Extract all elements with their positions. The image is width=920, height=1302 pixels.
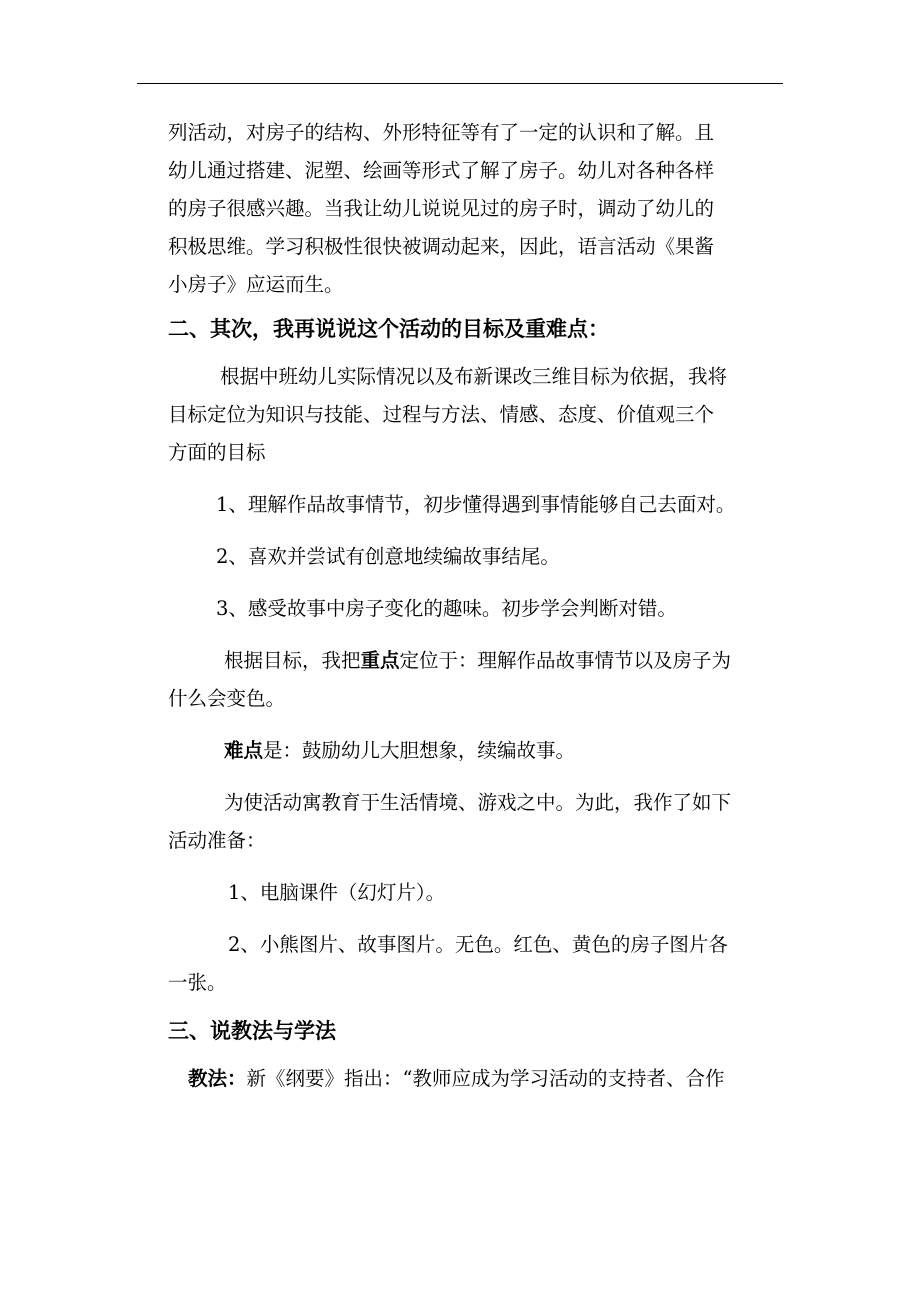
prep-item-1: 1、电脑课件（幻灯片）。: [228, 881, 446, 904]
intro-paragraph: [168, 114, 784, 304]
key-point-label: 重点: [360, 649, 400, 672]
difficulty-paragraph: [168, 732, 784, 770]
header-rule: [137, 83, 783, 84]
text-line: 方面的目标: [168, 441, 266, 464]
key-point-paragraph: [168, 642, 784, 718]
text-line: 目标定位为知识与技能、过程与方法、情感、态度、价值观三个: [168, 403, 715, 426]
document-body: [168, 114, 784, 1098]
text-line: 活动准备：: [168, 829, 266, 852]
goal-item-2: 2、喜欢并尝试有创意地续编故事结尾。: [216, 545, 560, 568]
teaching-method-label: 教法：: [188, 1067, 247, 1090]
text-line: 根据中班幼儿实际情况以及布新课改三维目标为依据，我将: [220, 365, 728, 388]
section-heading-3: 三、说教法与学法: [168, 1018, 336, 1043]
text-line: 为使活动寓教育于生活情境、游戏之中。为此，我作了如下: [224, 791, 732, 814]
goals-intro-paragraph: [168, 358, 784, 472]
text-line: 什么会变色。: [168, 687, 286, 710]
teaching-method-paragraph: [168, 1060, 784, 1098]
key-point-prefix: 根据目标，我把: [224, 649, 361, 672]
key-point-suffix: 定位于：理解作品故事情节以及房子为: [399, 649, 732, 672]
text-line: 幼儿通过搭建、泥塑、绘画等形式了解了房子。幼儿对各种各样: [168, 159, 715, 182]
preparation-paragraph: [168, 784, 784, 860]
goal-item-3: 3、感受故事中房子变化的趣味。初步学会判断对错。: [216, 597, 677, 620]
text-line: [168, 642, 784, 680]
section-heading-2: 二、其次，我再说说这个活动的目标及重难点：: [168, 316, 609, 341]
goal-item-1: 1、理解作品故事情节，初步懂得遇到事情能够自己去面对。: [216, 493, 736, 516]
prep-item-2: [168, 926, 784, 1002]
difficulty-label: 难点: [224, 739, 264, 762]
difficulty-text: 是：鼓励幼儿大胆想象，续编故事。: [263, 739, 576, 762]
text-line: 小房子》应运而生。: [168, 273, 344, 296]
text-line: 列活动，对房子的结构、外形特征等有了一定的认识和了解。且: [168, 121, 715, 144]
text-line: 的房子很感兴趣。当我让幼儿说说见过的房子时，调动了幼儿的: [168, 197, 715, 220]
text-line: 2、小熊图片、故事图片。无色。红色、黄色的房子图片各: [228, 933, 728, 956]
teaching-method-text: 新《纲要》指出：“教师应成为学习活动的支持者、合作: [246, 1067, 725, 1090]
text-line: 积极思维。学习积极性很快被调动起来，因此，语言活动《果酱: [168, 235, 715, 258]
text-line: 一张。: [168, 971, 227, 994]
